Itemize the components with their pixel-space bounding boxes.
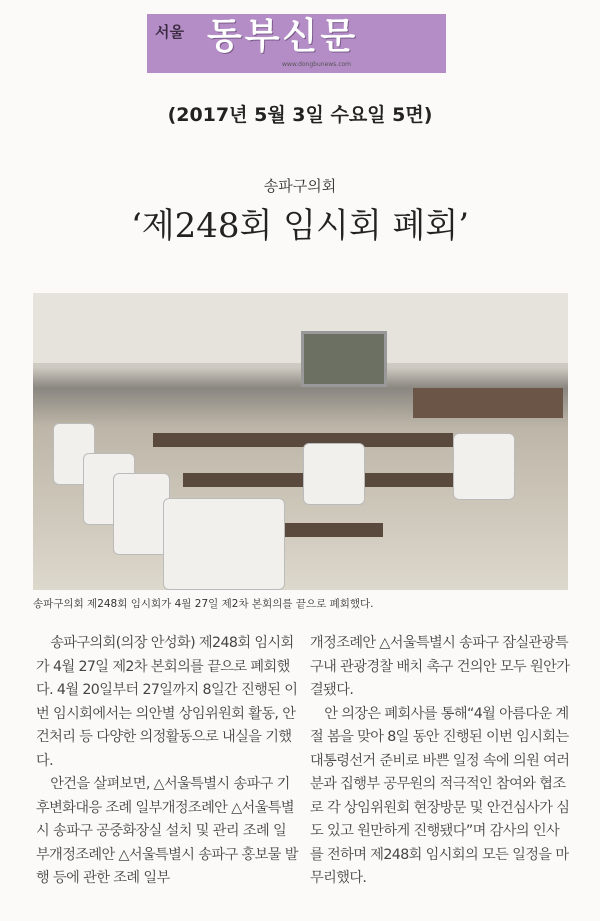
masthead-url: www.dongbunews.com [282, 61, 352, 68]
date-line: (2017년 5월 3일 수요일 5면) [167, 104, 433, 126]
masthead-logo [147, 14, 446, 73]
photo-chair [163, 498, 285, 590]
council-session-photo [33, 293, 568, 590]
photo-screen [301, 331, 387, 387]
photo-chair [303, 443, 365, 505]
masthead-region: 서울 [155, 23, 184, 41]
photo-chair [453, 433, 515, 500]
masthead-name: 동부신문 [207, 16, 359, 57]
headline: ‘제248회 임시회 폐회’ [130, 206, 470, 246]
photo-chair [113, 473, 170, 555]
photo-podium [413, 388, 563, 418]
section-label: 송파구의회 [263, 177, 337, 195]
paragraph: 개정조례안 △서울특별시 송파구 잠실관광특구내 관광경찰 배치 촉구 건의안 모두 원안가결됐다. [310, 635, 570, 698]
article-column-left [36, 632, 298, 891]
paragraph: 안 의장은 폐회사를 통해“4월 아름다운 계절 봄을 맞아 8일 동안 진행된 이번 임시회는 대통령선거 준비로 바쁜 일정 속에 의원 여러분과 집행부 공무원의 적극적인 참여와 협조로 각 상임위원회 현장방문 및 안건심사가 심도 있고 원만하게 진행됐다”며 감사의 인사를 전하며 제248회 임시회의 모든 일정을 마무리했다. [310, 705, 570, 886]
paragraph: 송파구의회(의장 안성화) 제248회 임시회가 4월 27일 제2차 본회의를 끝으로 폐회했다. 4월 20일부터 27일까지 8일간 진행된 이번 임시회에서는 의안별 상임위원회 활동, 안건처리 등 다양한 의정활동으로 내실을 기했다. [36, 635, 298, 769]
paragraph: 안건을 살펴보면, △서울특별시 송파구 기후변화대응 조례 일부개정조례안 △서울특별시 송파구 공중화장실 설치 및 관리 조례 일부개정조례안 △서울특별시 송파구 홍보물 발행 등에 관한 조례 일부 [36, 776, 298, 886]
article-column-right [310, 632, 572, 891]
photo-caption: 송파구의회 제248회 임시회가 4월 27일 제2차 본회의를 끝으로 폐회했다. [33, 598, 374, 610]
